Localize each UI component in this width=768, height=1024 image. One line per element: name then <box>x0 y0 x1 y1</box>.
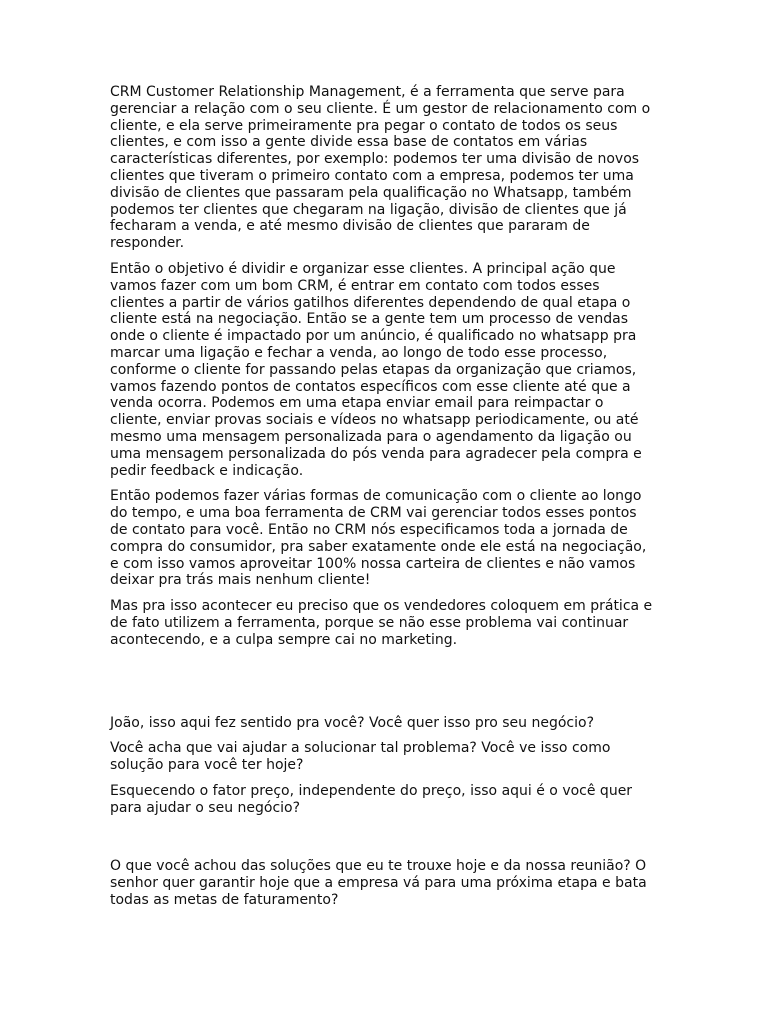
question-makes-sense: João, isso aqui fez sentido pra você? Você quer isso pro seu negócio? <box>110 714 595 731</box>
document-body <box>110 84 658 918</box>
question-price: Esquecendo o fator preço, independente do preço, isso aqui é o você quer para ajudar o seu negócio? <box>110 782 633 816</box>
spacer <box>110 658 658 715</box>
paragraph-crm-objective: Então o objetivo é dividir e organizar esse clientes. A principal ação que vamos fazer com um bom CRM, é entrar em contato com todos esses clientes a partir de vários gatilhos diferentes dependendo de qual etapa o cliente está na negociação. Então se a gente tem um processo de vendas onde o cliente é impactado por um anúncio, é qualificado no whatsapp pra marcar uma ligação e fechar a venda, ao longo de todo esse processo, conforme o cliente for passando pelas etapas da organização que criamos, vamos fazendo pontos de contatos específicos com esse cliente até que a venda ocorra. Podemos em uma etapa enviar email para reimpactar o cliente, enviar provas sociais e vídeos no whatsapp periodicamente, ou até mesmo uma mensagem personalizada para o agendamento da ligação ou uma mensagem personalizada do pós venda para agradecer pela compra e pedir feedback e indicação. <box>110 260 642 479</box>
paragraph-communication: Então podemos fazer várias formas de comunicação com o cliente ao longo do tempo, e uma boa ferramenta de CRM vai gerenciar todos esses pontos de contato para você. Então no CRM nós especificamos toda a jornada de compra do consumidor, pra saber exatamente onde ele está na negociação, e com isso vamos aproveitar 100% nossa carteira de clientes e não vamos deixar pra trás mais nenhum cliente! <box>110 488 647 589</box>
paragraph-crm-definition: CRM Customer Relationship Management, é a ferramenta que serve para gerenciar a relação com o seu cliente. É um gestor de relacionamento com o cliente, e ela serve primeiramente pra pegar o contato de todos os seus clientes, e com isso a gente divide essa base de contatos em várias características diferentes, por exemplo: podemos ter uma divisão de novos clientes que tiveram o primeiro contato com a empresa, podemos ter uma divisão de clientes que passaram pela qualificação no Whatsapp, também podemos ter clientes que chegaram na ligação, divisão de clientes que já fecharam a venda, e até mesmo divisão de clientes que pararam de responder. <box>110 84 651 252</box>
spacer <box>110 825 658 858</box>
question-solve-problem: Você acha que vai ajudar a solucionar tal problema? Você ve isso como solução para você ter hoje? <box>110 740 611 774</box>
paragraph-sales-adoption: Mas pra isso acontecer eu preciso que os vendedores coloquem em prática e de fato utilizem a ferramenta, porque se não esse problema vai continuar acontecendo, e a culpa sempre cai no marketing. <box>110 598 653 648</box>
question-closing: O que você achou das soluções que eu te trouxe hoje e da nossa reunião? O senhor quer garantir hoje que a empresa vá para uma próxima etapa e bata todas as metas de faturamento? <box>110 858 647 909</box>
